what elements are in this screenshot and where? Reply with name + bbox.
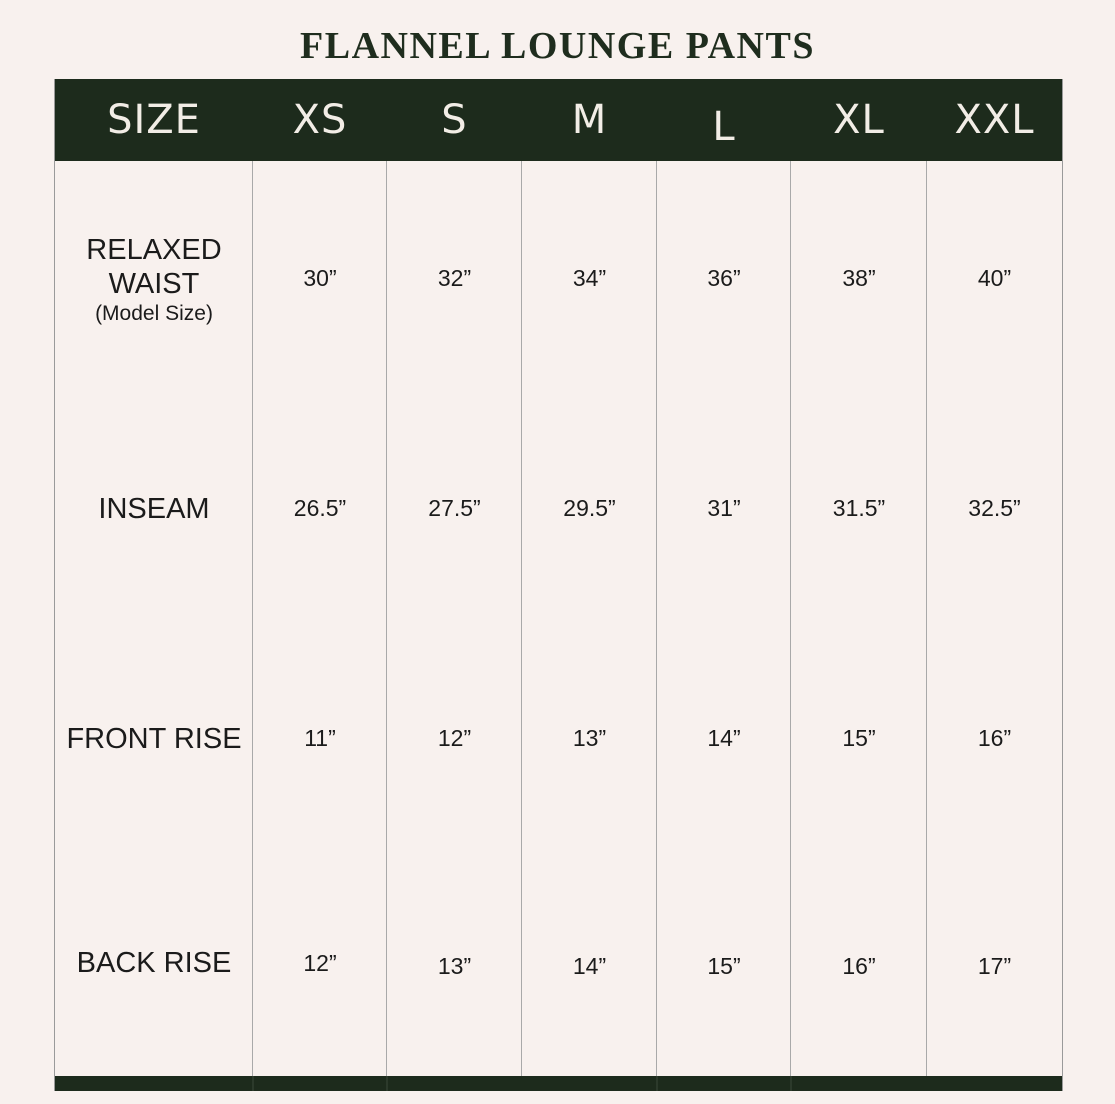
table-row: [55, 621, 1062, 856]
size-chart-table: [54, 79, 1063, 1091]
table-cell: 14”: [707, 725, 741, 751]
column-divider: [926, 161, 927, 1076]
table-cell: 26.5”: [293, 495, 347, 521]
table-cell: 11”: [304, 725, 336, 751]
header-size-xl: XL: [833, 97, 885, 143]
table-cell: 16”: [842, 952, 876, 979]
column-divider: [656, 161, 657, 1076]
header-size-xs: XS: [292, 97, 348, 143]
footer-divider: [386, 1076, 388, 1091]
table-cell: 32”: [437, 265, 472, 291]
row-label-front-rise: [55, 621, 253, 856]
column-divider: [790, 161, 791, 1076]
row-label-inseam: [55, 396, 253, 621]
table-cell: 40”: [977, 265, 1012, 291]
table-footer-bar: [55, 1076, 1062, 1091]
table-cell: 38”: [842, 265, 876, 291]
row-label-relaxed-waist: [55, 161, 253, 396]
row-label-sub: (Model Size): [95, 301, 213, 325]
header-size-xxl: XXL: [954, 97, 1035, 143]
row-label-back-rise: [55, 856, 253, 1076]
table-cell: 13”: [437, 952, 472, 979]
header-size-l: L: [712, 104, 736, 150]
row-label-line1: RELAXED: [86, 233, 222, 266]
table-cell: 12”: [437, 725, 472, 751]
header-size-s: S: [441, 97, 468, 143]
page-title: FLANNEL LOUNGE PANTS: [300, 25, 815, 67]
table-cell: 12”: [303, 949, 337, 976]
column-divider: [252, 161, 253, 1076]
header-size-m: M: [571, 97, 608, 143]
table-cell: 17”: [977, 952, 1012, 979]
table-cell: 32.5”: [968, 495, 1021, 521]
table-cell: 27.5”: [428, 495, 481, 521]
table-cell: 36”: [707, 265, 741, 291]
row-label-line1: FRONT RISE: [66, 722, 242, 755]
footer-divider: [252, 1076, 254, 1091]
footer-divider: [790, 1076, 792, 1091]
table-row: [55, 856, 1062, 1076]
table-cell: 15”: [842, 725, 876, 751]
table-cell: 14”: [572, 952, 607, 979]
row-label-line2: WAIST: [108, 267, 200, 300]
table-cell: 15”: [707, 952, 741, 979]
row-label-line1: BACK RISE: [76, 947, 232, 979]
table-cell: 29.5”: [563, 495, 616, 521]
table-cell: 13”: [572, 725, 607, 751]
column-divider: [521, 161, 522, 1076]
table-cell: 34”: [572, 265, 607, 291]
table-body: [55, 161, 1062, 1076]
table-row: [55, 161, 1062, 396]
table-cell: 16”: [977, 725, 1012, 751]
table-cell: 31”: [707, 495, 741, 521]
table-cell: 30”: [303, 265, 337, 291]
footer-divider: [656, 1076, 658, 1091]
table-header-row: [55, 79, 1062, 161]
column-divider: [386, 161, 387, 1076]
table-cell: 31.5”: [832, 495, 886, 521]
header-size-label: SIZE: [107, 97, 201, 143]
row-label-line1: INSEAM: [98, 492, 210, 525]
table-row: [55, 396, 1062, 621]
